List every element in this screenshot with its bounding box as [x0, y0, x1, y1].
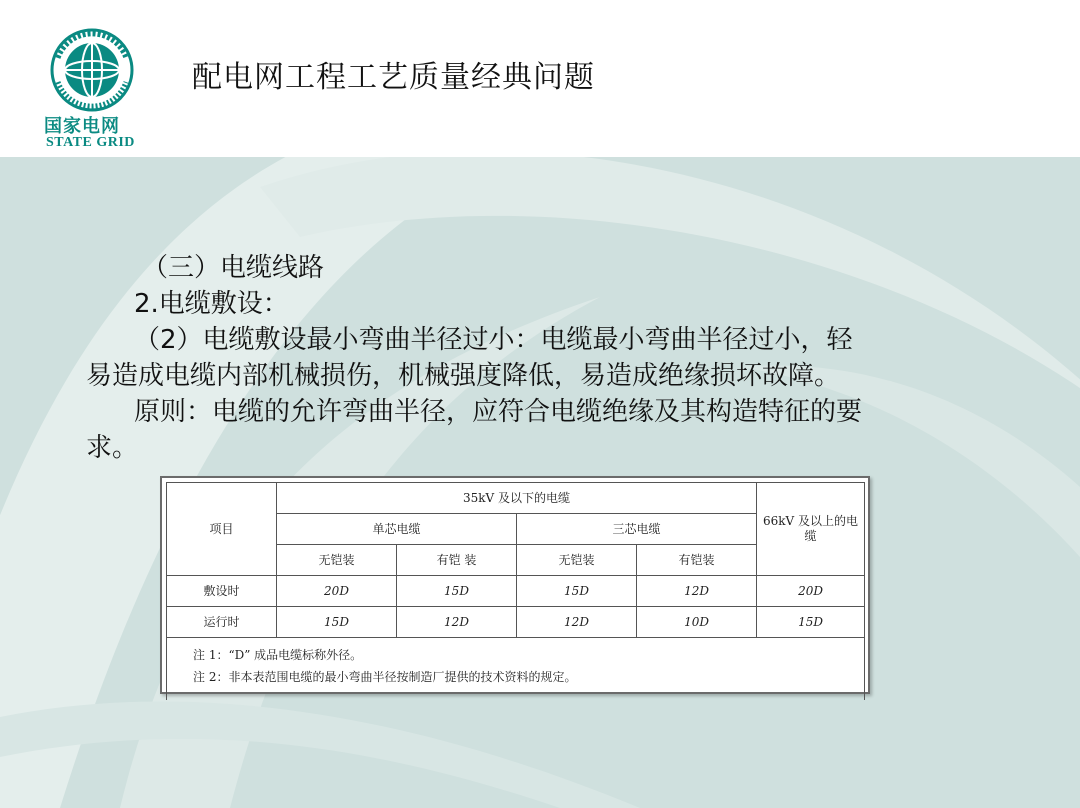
problem-text-line-1: （2）电缆敷设最小弯曲半径过小：电缆最小弯曲半径过小，轻	[134, 325, 853, 355]
header-three-core: 三芯电缆	[517, 514, 757, 545]
principle-text-line-1: 原则：电缆的允许弯曲半径，应符合电缆绝缘及其构造特征的要	[134, 397, 863, 427]
note-2: 注 2：非本表范围电缆的最小弯曲半径按制造厂提供的技术资料的规定。	[193, 670, 577, 684]
table-row	[167, 607, 865, 638]
header-item: 项目	[167, 483, 277, 576]
row-label: 敷设时	[167, 576, 277, 607]
table-cell: 10D	[637, 607, 757, 638]
table-cell: 12D	[517, 607, 637, 638]
subheading: 2.电缆敷设：	[134, 289, 289, 319]
principle-text-line-2: 求。	[86, 433, 139, 463]
page-title: 配电网工程工艺质量经典问题	[192, 60, 595, 95]
header-66kv: 66kV 及以上的电缆	[757, 483, 865, 576]
header-35kv: 35kV 及以下的电缆	[277, 483, 757, 514]
table-cell: 15D	[517, 576, 637, 607]
bending-radius-table	[160, 476, 870, 694]
table-cell: 12D	[397, 607, 517, 638]
table-cell: 20D	[277, 576, 397, 607]
row-label: 运行时	[167, 607, 277, 638]
header-unarmored: 无铠装	[277, 545, 397, 576]
header-armored: 有铠装	[637, 545, 757, 576]
table-cell: 15D	[277, 607, 397, 638]
problem-text-line-2: 易造成电缆内部机械损伤，机械强度降低，易造成绝缘损坏故障。	[86, 361, 841, 391]
table-row	[167, 576, 865, 607]
logo-english-name: STATE GRID	[46, 135, 135, 150]
spec-table	[166, 482, 865, 700]
globe-icon	[50, 28, 134, 112]
table-header-row-1	[167, 483, 865, 514]
table-cell: 20D	[757, 576, 865, 607]
section-heading: （三）电缆线路	[142, 253, 325, 283]
header-single-core: 单芯电缆	[277, 514, 517, 545]
table-notes	[167, 638, 865, 701]
logo-chinese-name: 国家电网	[44, 116, 120, 137]
note-1: 注 1：“D” 成品电缆标称外径。	[193, 648, 363, 662]
slide-header	[0, 0, 1080, 157]
table-cell: 15D	[397, 576, 517, 607]
table-notes-row	[167, 638, 865, 701]
table-cell: 12D	[637, 576, 757, 607]
header-unarmored: 无铠装	[517, 545, 637, 576]
header-armored: 有铠 装	[397, 545, 517, 576]
table-cell: 15D	[757, 607, 865, 638]
